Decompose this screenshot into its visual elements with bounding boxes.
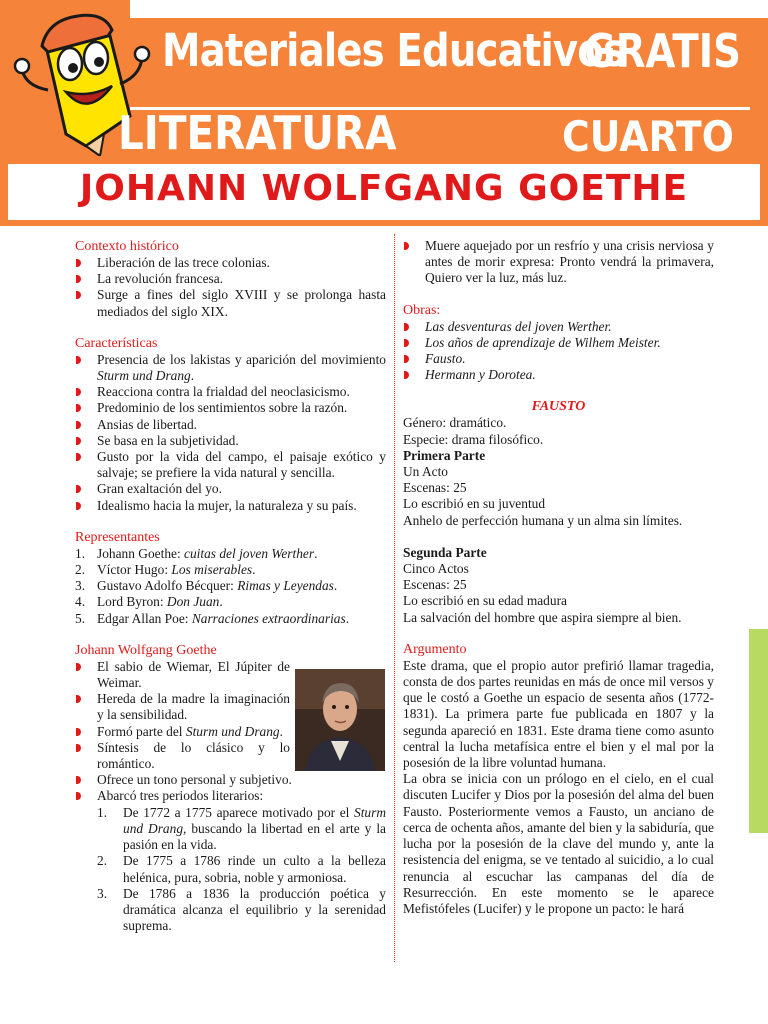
text-line: Especie: drama filosófico. bbox=[403, 431, 544, 447]
section-heading: Obras: bbox=[403, 302, 441, 318]
list-item: 2. De 1775 a 1786 rinde un culto a la belleza helénica, pura, sobria, noble y armoniosa. bbox=[97, 853, 386, 885]
list-item: Ansias de libertad. bbox=[75, 417, 386, 433]
list-item: 4. Lord Byron: Don Juan. bbox=[75, 594, 223, 610]
list-item: Gran exaltación del yo. bbox=[75, 481, 386, 497]
text-line: Cinco Actos bbox=[403, 561, 469, 577]
list-item: Hermann y Dorotea. bbox=[403, 367, 714, 383]
section-argumento bbox=[403, 641, 714, 917]
list-item: Fausto. bbox=[403, 351, 714, 367]
subheading: Primera Parte bbox=[403, 447, 486, 463]
section-heading: Representantes bbox=[75, 529, 160, 545]
page-title: JOHANN WOLFGANG GOETHE bbox=[79, 168, 689, 209]
list-item: Muere aquejado por un resfrío y una crisis nerviosa y antes de morir expresa: Pronto vendrá la primavera, Quiero ver la luz, más luz. bbox=[403, 238, 714, 287]
section-obras bbox=[403, 302, 714, 384]
text-line: Escenas: 25 bbox=[403, 577, 467, 593]
header-banner bbox=[0, 0, 768, 226]
list-item: 3. De 1786 a 1836 la producción poética y dramática alcanza el equilibrio y la serenidad suprema. bbox=[97, 885, 386, 934]
section-representantes bbox=[75, 529, 386, 627]
header-top-stripe bbox=[130, 0, 768, 18]
list-item: Hereda de la madre la imaginación y la sensibilidad. bbox=[75, 691, 386, 723]
list-item: 1. Johann Goethe: cuitas del joven Werther. bbox=[75, 545, 318, 561]
text-line: La salvación del hombre que aspira siempre al bien. bbox=[403, 609, 682, 625]
subheading: Segunda Parte bbox=[403, 544, 487, 560]
section-heading: Características bbox=[75, 335, 158, 351]
text-line: Lo escribió en su juventud bbox=[403, 496, 546, 512]
text-line: Escenas: 25 bbox=[403, 480, 467, 496]
list-item: Presencia de los lakistas y aparición del movimiento Sturm und Drang. bbox=[75, 352, 386, 384]
left-column bbox=[75, 238, 386, 949]
list-item: Idealismo hacia la mujer, la naturaleza y su país. bbox=[75, 498, 386, 514]
list-item: Gusto por la vida del campo, el paisaje exótico y salvaje; se prefiere la vida natural y sencilla. bbox=[75, 449, 386, 481]
section-contexto bbox=[75, 238, 386, 320]
paragraph: La obra se inicia con un prólogo en el cielo, en el cual discuten Lucifer y Dios por la posesión del alma del buen Fausto. Posteriormente vemos a Fausto, un anciano de cerca de ochenta años, amante del bien y la sabiduría, que lucha por la posesión de la clave del mundo y, ante la resistencia del enigma, se ve tentado al suicidio, a lo cual renuncia al escuchar las campanas del día de Resurrección. En este momento se le aparece Mefistófeles (Lucifer) y le propone un pacto: le hará bbox=[403, 771, 714, 916]
list-item: Formó parte del Sturm und Drang. bbox=[75, 724, 386, 740]
list-item: 5. Edgar Allan Poe: Narraciones extraordinarias. bbox=[75, 610, 350, 626]
grade-label: CUARTO bbox=[562, 112, 734, 161]
side-color-tab bbox=[749, 629, 768, 833]
goethe-portrait-image bbox=[295, 669, 385, 771]
section-heading: Contexto histórico bbox=[75, 239, 179, 254]
column-divider bbox=[394, 234, 395, 962]
list-item: 2. Víctor Hugo: Los miserables. bbox=[75, 562, 256, 578]
subject-label: LITERATURA bbox=[118, 106, 397, 160]
section-muerte bbox=[403, 238, 714, 287]
list-item: Abarcó tres periodos literarios: bbox=[75, 788, 386, 804]
list-item: Se basa en la subjetividad. bbox=[75, 433, 386, 449]
section-fausto bbox=[403, 398, 714, 625]
section-heading: Johann Wolfgang Goethe bbox=[75, 642, 217, 658]
list-item: El sabio de Wiemar, El Júpiter de Weimar. bbox=[75, 659, 386, 691]
list-item: Liberación de las trece colonias. bbox=[75, 255, 386, 271]
spacer bbox=[403, 529, 714, 545]
text-line: Anhelo de perfección humana y un alma sin límites. bbox=[403, 512, 683, 528]
brand-gratis: GRATIS bbox=[584, 24, 741, 78]
brand-title: Materiales Educativos bbox=[162, 24, 626, 77]
list-item: Reacciona contra la frialdad del neoclasicismo. bbox=[75, 384, 386, 400]
list-item: Ofrece un tono personal y subjetivo. bbox=[75, 772, 386, 788]
text-line: Un Acto bbox=[403, 464, 449, 480]
text-line: Lo escribió en su edad madura bbox=[403, 593, 567, 609]
list-item: Los años de aprendizaje de Wilhem Meister. bbox=[403, 335, 714, 351]
right-column bbox=[403, 238, 714, 932]
section-caracteristicas bbox=[75, 335, 386, 514]
list-item: 3. Gustavo Adolfo Bécquer: Rimas y Leyendas. bbox=[75, 578, 338, 594]
text-line: Género: dramático. bbox=[403, 415, 507, 431]
list-item: 1. De 1772 a 1775 aparece motivado por el Sturm und Drang, buscando la libertad en el arte y la pasión en la vida. bbox=[97, 804, 386, 853]
list-item: Surge a fines del siglo XVIII y se prolonga hasta mediados del siglo XIX. bbox=[75, 287, 386, 319]
list-item: La revolución francesa. bbox=[75, 271, 386, 287]
list-item: Síntesis de lo clásico y lo romántico. bbox=[75, 740, 386, 772]
list-item: Las desventuras del joven Werther. bbox=[403, 319, 714, 335]
section-heading: Argumento bbox=[403, 641, 467, 657]
section-heading: FAUSTO bbox=[531, 399, 586, 415]
list-item: Predominio de los sentimientos sobre la razón. bbox=[75, 400, 386, 416]
paragraph: Este drama, que el propio autor prefirió llamar tragedia, consta de dos partes reunidas en más de once mil versos y que le costó a Goethe un espacio de sesenta años (1772-1831). La primera parte fue publicada en 1807 y la segunda apareció en 1831. Este drama tiene como asunto central la lucha metafísica entre el bien y el mal por la posesión de la libre voluntad humana. bbox=[403, 657, 714, 771]
page-title-box bbox=[8, 164, 760, 220]
